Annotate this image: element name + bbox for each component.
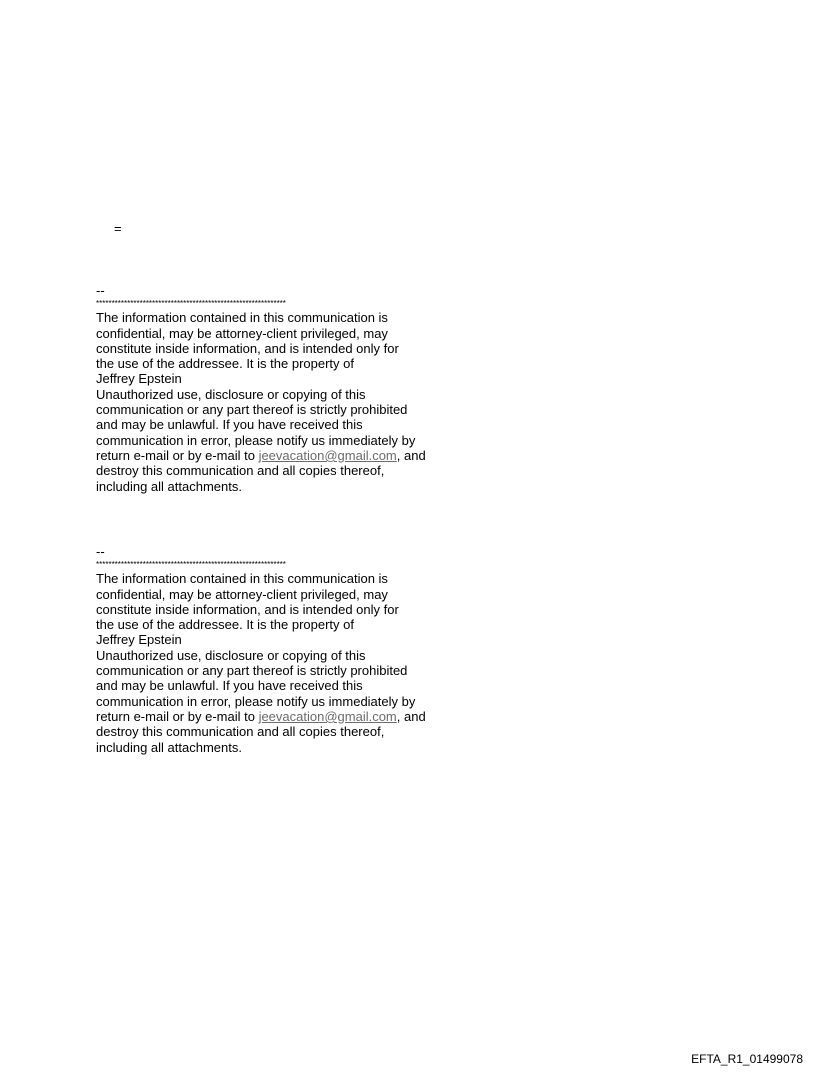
disclaimer-line: and may be unlawful. If you have received this — [96, 417, 363, 433]
disclaimer-line: confidential, may be attorney-client privileged, may — [96, 325, 388, 341]
email-link[interactable]: jeevacation@gmail.com — [258, 447, 397, 463]
disclaimer-line: including all attachments. — [96, 478, 242, 494]
disclaimer-text: , and — [396, 708, 426, 724]
signature-dashes: -- — [96, 544, 105, 559]
disclaimer-line: including all attachments. — [96, 739, 242, 755]
asterisk-divider: ************************************************************* — [96, 560, 286, 570]
document-id: EFTA_R1_01499078 — [691, 1052, 803, 1066]
disclaimer-owner-name: Jeffrey Epstein — [96, 371, 182, 387]
disclaimer-email-line — [96, 448, 496, 463]
disclaimer-owner-name: Jeffrey Epstein — [96, 632, 182, 648]
disclaimer-line: the use of the addressee. It is the property of — [96, 356, 354, 372]
disclaimer-line: destroy this communication and all copies thereof, — [96, 724, 385, 740]
disclaimer-line: confidential, may be attorney-client privileged, may — [96, 586, 388, 602]
disclaimer-line: The information contained in this communication is — [96, 571, 388, 587]
disclaimer-line: communication in error, please notify us immediately by — [96, 693, 416, 709]
disclaimer-block-1 — [96, 283, 496, 494]
disclaimer-line: the use of the addressee. It is the property of — [96, 617, 354, 633]
disclaimer-line: Unauthorized use, disclosure or copying of this — [96, 647, 366, 663]
disclaimer-block-2 — [96, 544, 496, 755]
equals-sign: = — [114, 221, 122, 236]
disclaimer-text: return e-mail or by e-mail to — [96, 708, 259, 724]
disclaimer-line: constitute inside information, and is intended only for — [96, 340, 399, 356]
disclaimer-line: and may be unlawful. If you have received this — [96, 678, 363, 694]
disclaimer-text: return e-mail or by e-mail to — [96, 447, 259, 463]
disclaimer-line: constitute inside information, and is intended only for — [96, 601, 399, 617]
disclaimer-line: communication or any part thereof is strictly prohibited — [96, 402, 408, 418]
disclaimer-line: Unauthorized use, disclosure or copying of this — [96, 386, 366, 402]
disclaimer-line: communication in error, please notify us immediately by — [96, 432, 416, 448]
disclaimer-line: The information contained in this communication is — [96, 310, 388, 326]
disclaimer-line: destroy this communication and all copies thereof, — [96, 463, 385, 479]
disclaimer-line: communication or any part thereof is strictly prohibited — [96, 663, 408, 679]
disclaimer-text: , and — [396, 447, 426, 463]
disclaimer-email-line — [96, 709, 496, 724]
email-link[interactable]: jeevacation@gmail.com — [258, 708, 397, 724]
signature-dashes: -- — [96, 283, 105, 298]
asterisk-divider: ************************************************************* — [96, 299, 286, 309]
